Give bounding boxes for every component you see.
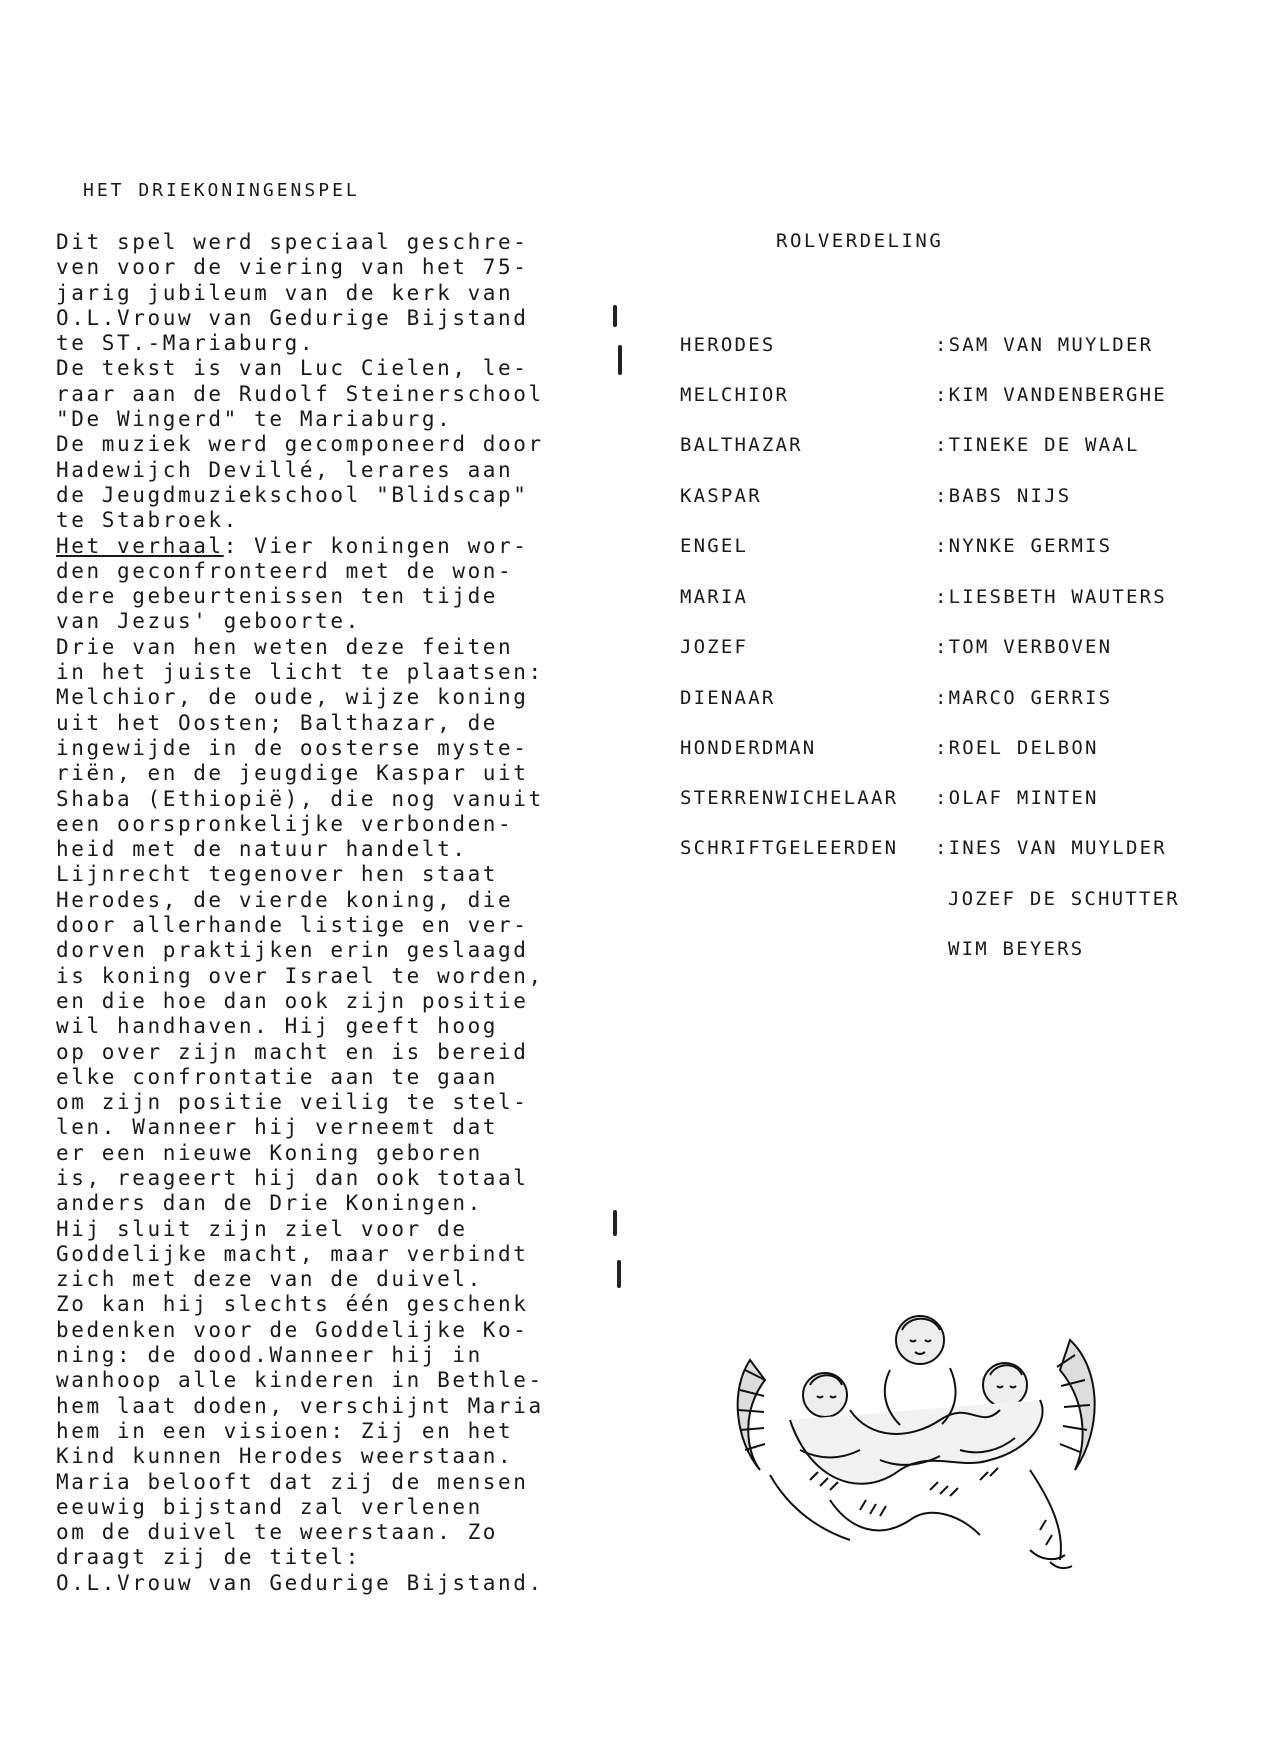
text-line: door allerhande listige en ver-	[56, 913, 529, 938]
actor-name: :KIM VANDENBERGHE	[935, 384, 1167, 406]
text-line: is koning over Israel te worden,	[56, 963, 544, 988]
text-line: hem in een visioen: Zij en het	[56, 1418, 514, 1443]
text-line: ning: de dood.Wanneer hij in	[56, 1343, 483, 1368]
role-name: MELCHIOR	[680, 384, 790, 406]
text-line: Dit spel werd speciaal geschre-	[56, 230, 529, 254]
text-line: Goddelijke macht, maar verbindt	[56, 1241, 529, 1266]
text-line: Herodes, de vierde koning, die	[56, 887, 514, 912]
text-line: Hij sluit zijn ziel voor de	[56, 1216, 468, 1241]
role-name: BALTHAZAR	[680, 434, 803, 456]
text-line: uit het Oosten; Balthazar, de	[56, 710, 499, 735]
story-text	[56, 230, 576, 1596]
text-line: Zo kan hij slechts één geschenk	[56, 1292, 529, 1317]
actor-name: JOZEF DE SCHUTTER	[948, 888, 1180, 910]
role-name: HONDERDMAN	[680, 737, 817, 759]
text-line: dorven praktijken erin geslaagd	[56, 938, 529, 963]
text-line: is, reageert hij dan ook totaal	[56, 1165, 529, 1190]
text-line: er een nieuwe Koning geboren	[56, 1140, 483, 1165]
text-line: de Jeugdmuziekschool "Blidscap"	[56, 482, 529, 507]
text-line: een oorspronkelijke verbonden-	[56, 811, 514, 836]
page-title: HET DRIEKONINGENSPEL	[83, 180, 360, 201]
role-name: MARIA	[680, 586, 749, 608]
text-line: Lijnrecht tegenover hen staat	[56, 862, 499, 887]
actor-name: WIM BEYERS	[948, 938, 1085, 960]
text-line: raar aan de Rudolf Steinerschool	[56, 381, 544, 406]
actor-name: :LIESBETH WAUTERS	[935, 586, 1167, 608]
actor-name: :OLAF MINTEN	[935, 787, 1099, 809]
role-name: ENGEL	[680, 535, 749, 557]
story-heading-line	[56, 534, 576, 559]
text-line: len. Wanneer hij verneemt dat	[56, 1115, 499, 1140]
text-line: hem laat doden, verschijnt Maria	[56, 1393, 544, 1418]
actor-name: :ROEL DELBON	[935, 737, 1099, 759]
text-line: riën, en de jeugdige Kaspar uit	[56, 761, 529, 786]
text-line: De tekst is van Luc Cielen, le-	[56, 356, 529, 381]
actor-name: :INES VAN MUYLDER	[935, 837, 1167, 859]
actor-name: :BABS NIJS	[935, 485, 1072, 507]
text-line: in het juiste licht te plaatsen:	[56, 660, 544, 685]
staple-mark	[613, 1210, 617, 1236]
role-name: KASPAR	[680, 485, 762, 507]
text-line: De muziek werd gecomponeerd door	[56, 432, 544, 457]
text-line: O.L.Vrouw van Gedurige Bijstand	[56, 305, 529, 330]
text-line: om de duivel te weerstaan. Zo	[56, 1520, 499, 1545]
text-line: op over zijn macht en is bereid	[56, 1039, 529, 1064]
text-line: draagt zij de titel:	[56, 1545, 361, 1570]
text-line: te ST.-Mariaburg.	[56, 331, 316, 356]
text-line: Hadewijch Devillé, lerares aan	[56, 457, 514, 482]
text-line: heid met de natuur handelt.	[56, 837, 468, 862]
text-line: "De Wingerd" te Mariaburg.	[56, 407, 453, 432]
staple-mark	[618, 345, 622, 375]
text-line: om zijn positie veilig te stel-	[56, 1090, 529, 1115]
role-name: STERRENWICHELAAR	[680, 787, 899, 809]
story-label: Het verhaal	[56, 533, 224, 558]
role-name: HERODES	[680, 334, 776, 356]
text-line-rest: : Vier koningen wor-	[223, 533, 529, 558]
text-line: en die hoe dan ook zijn positie	[56, 988, 529, 1013]
actor-name: :TOM VERBOVEN	[935, 636, 1113, 658]
text-line: Drie van hen weten deze feiten	[56, 634, 514, 659]
staple-mark	[613, 305, 617, 327]
text-line: elke confrontatie aan te gaan	[56, 1064, 499, 1089]
role-name: JOZEF	[680, 636, 749, 658]
text-line: zich met deze van de duivel.	[56, 1267, 483, 1292]
text-line: van Jezus' geboorte.	[56, 609, 361, 634]
text-line: dere gebeurtenissen ten tijde	[56, 584, 499, 609]
actor-name: :TINEKE DE WAAL	[935, 434, 1140, 456]
text-line: eeuwig bijstand zal verlenen	[56, 1494, 483, 1519]
actor-name: :MARCO GERRIS	[935, 687, 1113, 709]
text-line: ven voor de viering van het 75-	[56, 255, 529, 280]
role-name: SCHRIFTGELEERDEN	[680, 837, 899, 859]
text-line: O.L.Vrouw van Gedurige Bijstand.	[56, 1570, 544, 1595]
text-line: Shaba (Ethiopië), die nog vanuit	[56, 786, 544, 811]
text-line: ingewijde in de oosterse myste-	[56, 735, 529, 760]
text-line: den geconfronteerd met de won-	[56, 558, 514, 583]
text-line: bedenken voor de Goddelijke Ko-	[56, 1317, 529, 1342]
text-line: te Stabroek.	[56, 508, 239, 533]
actor-name: :NYNKE GERMIS	[935, 535, 1113, 557]
text-line: Maria belooft dat zij de mensen	[56, 1469, 529, 1494]
text-line: Melchior, de oude, wijze koning	[56, 685, 529, 710]
text-line: jarig jubileum van de kerk van	[56, 280, 514, 305]
role-name: DIENAAR	[680, 687, 776, 709]
text-line: anders dan de Drie Koningen.	[56, 1191, 483, 1216]
text-line: wanhoop alle kinderen in Bethle-	[56, 1368, 544, 1393]
actor-name: :SAM VAN MUYLDER	[935, 334, 1154, 356]
staple-mark	[617, 1260, 621, 1288]
text-line: Kind kunnen Herodes weerstaan.	[56, 1444, 514, 1469]
text-line: wil handhaven. Hij geeft hoog	[56, 1014, 499, 1039]
cherubs-illustration	[730, 1300, 1105, 1580]
cast-title: ROLVERDELING	[776, 230, 944, 252]
